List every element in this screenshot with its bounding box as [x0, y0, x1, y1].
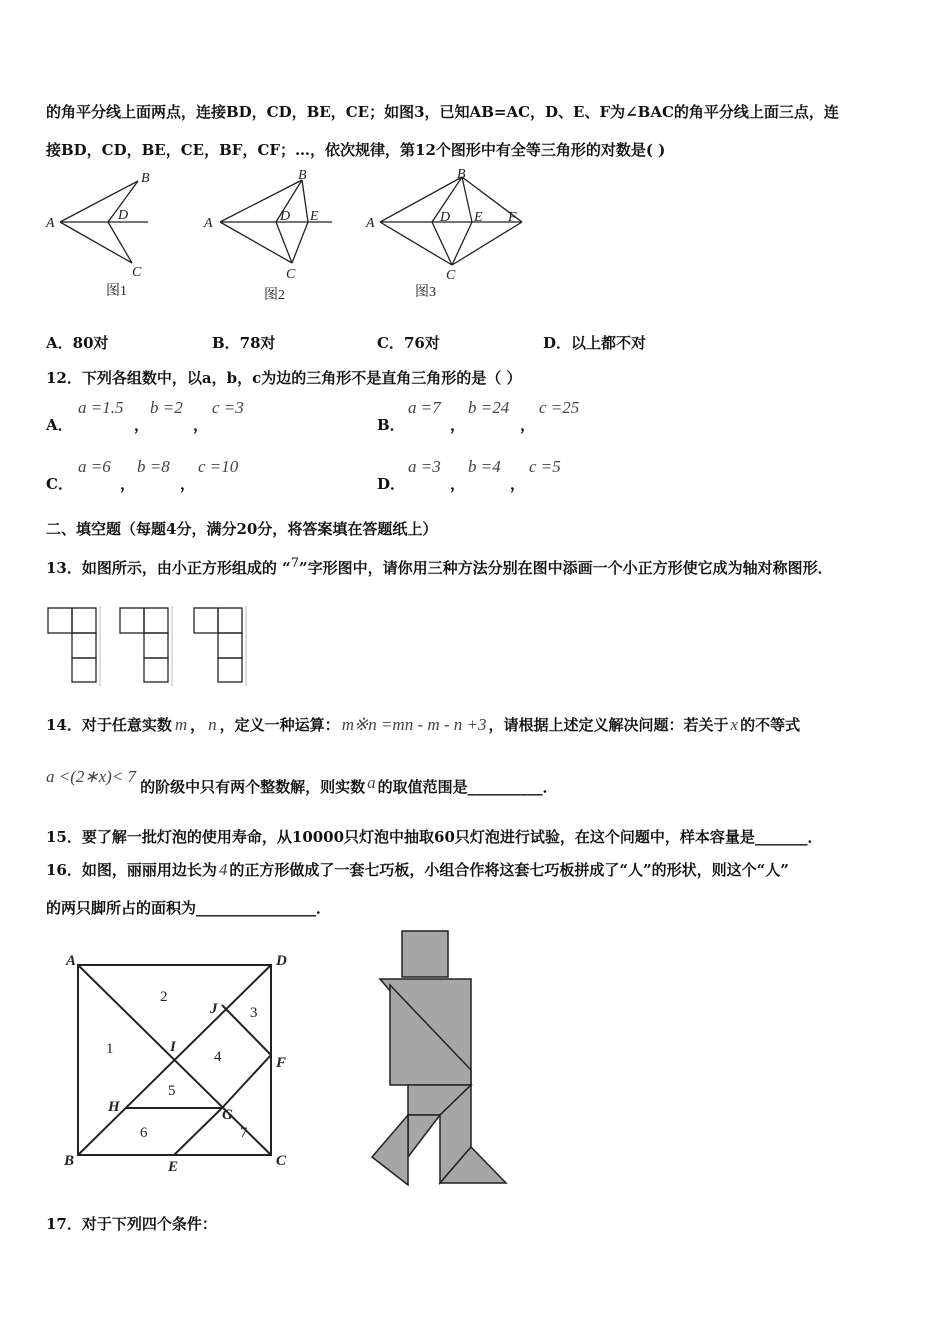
- square-label-B: B: [64, 1153, 75, 1169]
- q11-figures: [40, 165, 540, 310]
- q12-c-side-a: a =6: [78, 457, 111, 476]
- q12-d-comma1: ，: [450, 475, 466, 493]
- q16-line1-a: 16．如图，丽丽用边长为: [46, 861, 217, 879]
- q14-part1: 14．对于任意实数: [46, 716, 172, 734]
- q11-text-line2: 接BD，CD，BE，CE，BF，CF；…，依次规律，第12个图形中有全等三角形的对数是( ): [46, 141, 666, 159]
- q14-n: n: [208, 715, 217, 734]
- q11-option-b: B．78对: [212, 334, 276, 352]
- q12-a-side-b: b =2: [150, 398, 183, 417]
- fig1-label-C: C: [132, 265, 142, 280]
- q12-c-comma1: ，: [120, 475, 136, 493]
- fig2-label-B: B: [298, 168, 307, 183]
- fig1-label-A: A: [46, 216, 55, 231]
- square-label-H: H: [108, 1099, 120, 1115]
- fig3-caption: 图3: [415, 285, 436, 300]
- q13-text: [46, 556, 833, 578]
- fig2-caption: 图2: [264, 288, 285, 303]
- q15-text: 15．要了解一批灯泡的使用寿命，从10000只灯泡中抽取60只灯泡进行试验，在这个问题中，样本容量是_______．: [46, 828, 823, 846]
- section-2-heading: 二、填空题（每题4分，满分20分，将答案填在答题纸上）: [46, 520, 438, 538]
- piece-2: 2: [160, 989, 168, 1005]
- person-pieces: [372, 931, 506, 1185]
- q12-option-c-label: C．: [46, 475, 73, 493]
- piece-1: 1: [106, 1041, 114, 1057]
- q14-sep: ，: [190, 716, 206, 734]
- piece-7: 7: [240, 1125, 248, 1141]
- q11-option-d: D．以上都不对: [543, 334, 647, 352]
- fig2-label-D: D: [280, 209, 291, 224]
- q14-inequality: a <(2∗x)< 7: [46, 767, 137, 786]
- q13-text-after: ”字形图中，请你用三种方法分别在图中添画一个小正方形使它成为轴对称图形．: [299, 559, 833, 577]
- piece-4: 4: [214, 1049, 222, 1065]
- q14-part3: ，请根据上述定义解决问题：若关于: [488, 716, 729, 734]
- q12-b-side-a: a =7: [408, 398, 441, 417]
- q12-stem: 12．下列各组数中，以a，b，c为边的三角形不是直角三角形的是（ ）: [46, 369, 522, 387]
- fig3-label-C: C: [446, 268, 456, 283]
- q14-part2: ，定义一种运算：: [219, 716, 340, 734]
- q12-c-comma2: ，: [180, 475, 196, 493]
- square-label-A: A: [66, 953, 77, 969]
- square-label-E: E: [168, 1159, 179, 1175]
- q14-x: x: [730, 715, 739, 734]
- fig3-label-D: D: [440, 210, 451, 225]
- q14-m: m: [174, 715, 188, 734]
- q11-option-a: A．80对: [46, 334, 109, 352]
- q12-a-side-a: a =1.5: [78, 398, 124, 417]
- q14-part6: 的取值范围是__________．: [377, 778, 558, 796]
- q12-c-side-b: b =8: [137, 457, 170, 476]
- square-label-G: G: [222, 1107, 233, 1123]
- q14-line1: [46, 714, 800, 735]
- q14-part5: 的阶级中只有两个整数解，则实数: [140, 778, 366, 796]
- q12-b-comma1: ，: [450, 416, 466, 434]
- q11-option-c: C．76对: [377, 334, 440, 352]
- q16-tangram-square: [56, 945, 306, 1205]
- q16-line2: 的两只脚所占的面积为________________．: [46, 899, 332, 917]
- fig2-label-A: A: [204, 216, 213, 231]
- q13-text-before: 13．如图所示，由小正方形组成的 “: [46, 559, 291, 577]
- q12-b-comma2: ，: [520, 416, 536, 434]
- fig3-label-F: F: [508, 210, 517, 225]
- fig1-label-D: D: [118, 208, 129, 223]
- q14-line2: [46, 767, 558, 797]
- square-label-F: F: [276, 1055, 287, 1071]
- square-label-I: I: [170, 1039, 176, 1055]
- q16-tangram-person: [368, 925, 513, 1190]
- q12-b-side-b: b =24: [468, 398, 510, 417]
- q12-c-side-c: c =10: [198, 457, 239, 476]
- q17-text: 17．对于下列四个条件：: [46, 1215, 217, 1233]
- q12-a-comma2: ，: [193, 416, 209, 434]
- fig1-caption: 图1: [106, 284, 127, 299]
- square-label-J: J: [210, 1001, 218, 1017]
- q12-option-d-label: D．: [377, 475, 406, 493]
- fig3-label-E: E: [474, 210, 483, 225]
- q12-d-comma2: ，: [510, 475, 526, 493]
- q16-line1: [46, 859, 789, 880]
- q16-line1-b: 的正方形做成了一套七巧板，小组合作将这套七巧板拼成了“人”的形状，则这个“人”: [229, 861, 789, 879]
- piece-6: 6: [140, 1125, 148, 1141]
- q13-seven: 7: [290, 556, 300, 571]
- q14-part4: 的不等式: [740, 716, 801, 734]
- fig3-label-A: A: [366, 216, 375, 231]
- q14-a: a: [367, 773, 376, 792]
- q12-option-a-label: A．: [46, 416, 73, 434]
- fig3-label-B: B: [457, 167, 466, 182]
- fig1-label-B: B: [141, 171, 150, 186]
- piece-3: 3: [250, 1005, 258, 1021]
- piece-5: 5: [168, 1083, 176, 1099]
- q12-option-b-label: B．: [377, 416, 405, 434]
- q16-four: 4: [218, 860, 228, 879]
- fig2-label-C: C: [286, 267, 296, 282]
- q12-d-side-c: c =5: [529, 457, 561, 476]
- square-label-C: C: [276, 1153, 287, 1169]
- square-label-D: D: [276, 953, 287, 969]
- q12-a-comma1: ，: [134, 416, 150, 434]
- q11-text-line1: 的角平分线上面两点，连接BD，CD，BE，CE；如图3，已知AB=AC，D、E、F为∠BAC的角平分线上面三点，连: [46, 103, 839, 121]
- q12-b-side-c: c =25: [539, 398, 580, 417]
- q14-formula: m※n =mn - m - n +3: [341, 715, 487, 734]
- q12-d-side-a: a =3: [408, 457, 441, 476]
- q12-d-side-b: b =4: [468, 457, 501, 476]
- q13-figures: [44, 604, 254, 688]
- q12-a-side-c: c =3: [212, 398, 244, 417]
- fig2-label-E: E: [310, 209, 319, 224]
